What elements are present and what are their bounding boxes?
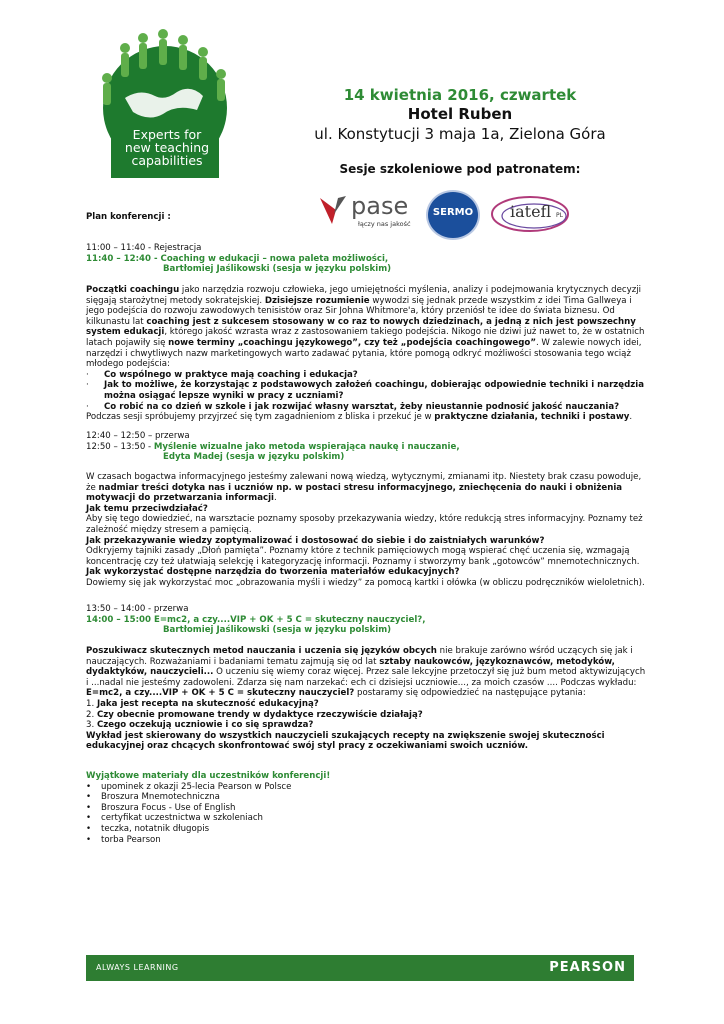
session2-paragraph (86, 472, 646, 504)
text-run: . W zalewie nowych idei, narzędzi i chwytliwych nazw marketingowych warto zadawać pytania, które pomogą odkryć możliwości stosowania tego wciąż młodego podejścia: (86, 337, 642, 370)
session1-heading (86, 243, 646, 275)
list-item: • teczka, notatnik długopis (86, 824, 646, 835)
event-address: ul. Konstytucji 3 maja 1a, Zielona Góra (314, 125, 606, 143)
text-run: O uczeniu się wiemy coraz więcej. Przez sale lekcyjne przetoczył się już bum metod aktywizujących i ...nadal nie jesteśmy zadowoleni. Zdarza się nam narzekać: ech ci dzisiejsi uczniowie..., za moich czasów .... Podczas wykładu: (86, 667, 646, 688)
plan-label: Plan konferencji : (86, 212, 171, 222)
registration-time: 11:00 – 11:40 - Rejestracja (86, 243, 202, 253)
bold-text-run: Dzisiejsze rozumienie (264, 295, 370, 306)
session1-question: · Jak to możliwe, że korzystając z podstawowych założeń coachingu, dobierając odpowiednie techniki i narzędzia można osiągać lepsze wyniki w pracy z uczniami? (86, 380, 645, 401)
session3-description (86, 646, 646, 752)
session2-title-line: 12:50 – 13:50 - Myślenie wizualne jako metoda wspierająca naukę i nauczanie, (86, 441, 460, 452)
session3-title: 14:00 – 15:00 E=mc2, a czy....VIP + OK + 5 C = skuteczny nauczyciel?, (86, 614, 426, 625)
session2-speaker: Edyta Madej (sesja w języku polskim) (163, 452, 345, 463)
session2-question: Jak temu przeciwdziałać? (86, 503, 208, 514)
materials-title: Wyjątkowe materiały dla uczestników konferencji! (86, 771, 331, 781)
session1-question: · Co robić na co dzień w szkole i jak rozwijać własny warsztat, żeby nieustannie podnosić jakość nauczania? (86, 401, 620, 412)
session2-answer: Odkryjemy tajniki zasady „Dłoń pamięta”. Poznamy które z technik pamięciowych mogą wspierać chęć uczenia się, wzmagają koncentrację czy też ułatwiają selekcję i kategoryzację informacji. Poznamy i stworzymy bank „gotowców” mnemotechnicznych. (86, 546, 640, 567)
bold-text-run: Poszukiwacz skutecznych metod nauczania i uczenia się języków obcych (86, 646, 437, 656)
session1-question: · Co wspólnego w praktyce mają coaching i edukacja? (86, 369, 358, 380)
iatefl-name: iatefl (510, 202, 552, 221)
session2-question: Jak wykorzystać dostępne narzędzia do tworzenia materiałów edukacyjnych? (86, 567, 460, 578)
bold-text-run: praktyczne działania, techniki i postawy (434, 412, 630, 423)
experts-logo (85, 28, 245, 178)
list-item: • torba Pearson (86, 835, 646, 846)
list-item: • certyfikat uczestnictwa w szkoleniach (86, 813, 646, 824)
text-run: Podczas sesji spróbujemy przyjrzeć się tym zagadnieniom z bliska i przekuć je w (86, 412, 435, 423)
text-run: nie brakuje zarówno wśród uczących się jak i nauczających. Rozważaniami i badaniami tematu zajmują się od lat (86, 646, 633, 667)
bold-text-run: E=mc2, a czy....VIP + OK + 5 C = skuteczny nauczyciel? (86, 688, 355, 699)
session1-title: 11:40 – 12:40 - Coaching w edukacji – nowa paleta możliwości, (86, 253, 389, 264)
session2-description (86, 472, 646, 589)
footer-slogan: ALWAYS LEARNING (96, 963, 179, 972)
bold-text-run: sztaby naukowców, językoznawców, metodyków, dydaktyków, nauczycieli... (86, 656, 615, 678)
pase-tagline: łączy nas jakość (358, 220, 411, 228)
session1-speaker: Bartłomiej Jaślikowski (sesja w języku polskim) (163, 264, 392, 275)
session1-summary (86, 412, 646, 423)
text-run: W czasach bogactwa informacyjnego jesteśmy zalewani nową wiedzą, wytycznymi, zmianami itp. Niestety brak czasu powoduje, że (86, 472, 642, 493)
pase-mark-icon (318, 194, 348, 228)
session2-answer: Dowiemy się jak wykorzystać moc „obrazowania myśli i wiedzy” za pomocą kartki i ołówka (w obliczu podręczników wieloletnich). (86, 577, 645, 588)
session2-question: Jak przekazywanie wiedzy zoptymalizować i dostosować do siebie i do zaistniałych warunków? (86, 535, 545, 546)
logo-line: Experts for (132, 127, 202, 142)
text-run: wywodzi się jednak przede wszystkim z idei Tima Gallweya i jego podejścia do rozwoju zawodowych tenisistów oraz Sir Johna Whitmore'a, który przeniósł te idee do świata biznesu. Od kilkunastu lat (86, 295, 632, 327)
event-venue: Hotel Ruben (407, 105, 513, 123)
break-time: 12:40 – 12:50 – przerwa (86, 431, 190, 441)
bold-text-run: nowe terminy „coachingu językowego”, czy też „podejścia coachingowego” (168, 337, 536, 348)
list-item: • Broszura Mnemotechniczna (86, 792, 646, 803)
session3-audience: Wykład jest skierowany do wszystkich nauczycieli szukających recepty na zwiększenie swojej skuteczności edukacyjnej oraz chcących skonfrontować swój styl pracy z oczekiwaniami swoich uczniów. (86, 730, 605, 752)
list-item: • upominek z okazji 25-lecia Pearson w Polsce (86, 782, 646, 793)
logo-line: new teaching (124, 140, 210, 155)
logo-line: capabilities (131, 153, 203, 168)
pase-name: pase (351, 192, 409, 220)
session2-heading (86, 431, 646, 463)
session3-paragraph (86, 646, 646, 699)
pearson-footer (86, 955, 634, 981)
session3-question: 1. Jaka jest recepta na skuteczność edukacyjną? (86, 698, 319, 709)
session2-answer: Aby się tego dowiedzieć, na warsztacie poznamy sposoby przekazywania wiedzy, które redukcją stres informacyjny. Poznamy też zależność między stresem a pamięcią. (86, 514, 643, 535)
session3-heading (86, 604, 646, 636)
sermo-name: SERMO (432, 207, 474, 218)
text-run: . (629, 412, 633, 423)
text-run: jako narzędzia rozwoju człowieka, jego umiejętności myślenia, analizy i podejmowania krytycznych decyzji sięgają starożytnej metody sokratejskiej. (86, 285, 642, 306)
bold-text-run: nadmiar treści dotyka nas i uczniów np. w postaci stresu informacyjnego, zniechęcenia do nauki i obniżenia motywacji do przetwarzania informacji (86, 482, 623, 504)
text-run: postaramy się odpowiedzieć na następujące pytania: (354, 688, 586, 699)
session1-description (86, 285, 646, 423)
patronage-heading: Sesje szkoleniowe pod patronatem: (339, 162, 581, 176)
event-header (260, 86, 660, 176)
iatefl-sub: PL (556, 212, 563, 219)
pearson-logo: PEARSON (549, 960, 626, 975)
bold-text-run: Początki coachingu (86, 285, 180, 295)
session3-speaker: Bartłomiej Jaślikowski (sesja w języku polskim) (163, 625, 392, 636)
session3-question: 3. Czego oczekują uczniowie i co się sprawdza? (86, 720, 314, 731)
materials-list (86, 782, 646, 846)
session3-question: 2. Czy obecnie promowane trendy w dydaktyce rzeczywiście działają? (86, 709, 423, 720)
materials-section (86, 771, 646, 845)
text-run: . (273, 493, 277, 504)
bold-text-run: coaching jest z sukcesem stosowany w co raz to nowych dziedzinach, a jedną z nich jest powszechny system edukacji (86, 316, 636, 338)
text-run: , którego jakość wzrasta wraz z zastosowaniem takiego podejścia. Nikogo nie dziwi już nawet to, że w ostatnich latach pojawiły się (86, 327, 645, 348)
list-item: • Broszura Focus - Use of English (86, 803, 646, 814)
event-date: 14 kwietnia 2016, czwartek (343, 86, 577, 104)
session1-paragraph (86, 285, 646, 370)
break-time: 13:50 – 14:00 - przerwa (86, 604, 189, 614)
session2-title: Myślenie wizualne jako metoda wspierająca naukę i nauczanie, (153, 441, 460, 452)
